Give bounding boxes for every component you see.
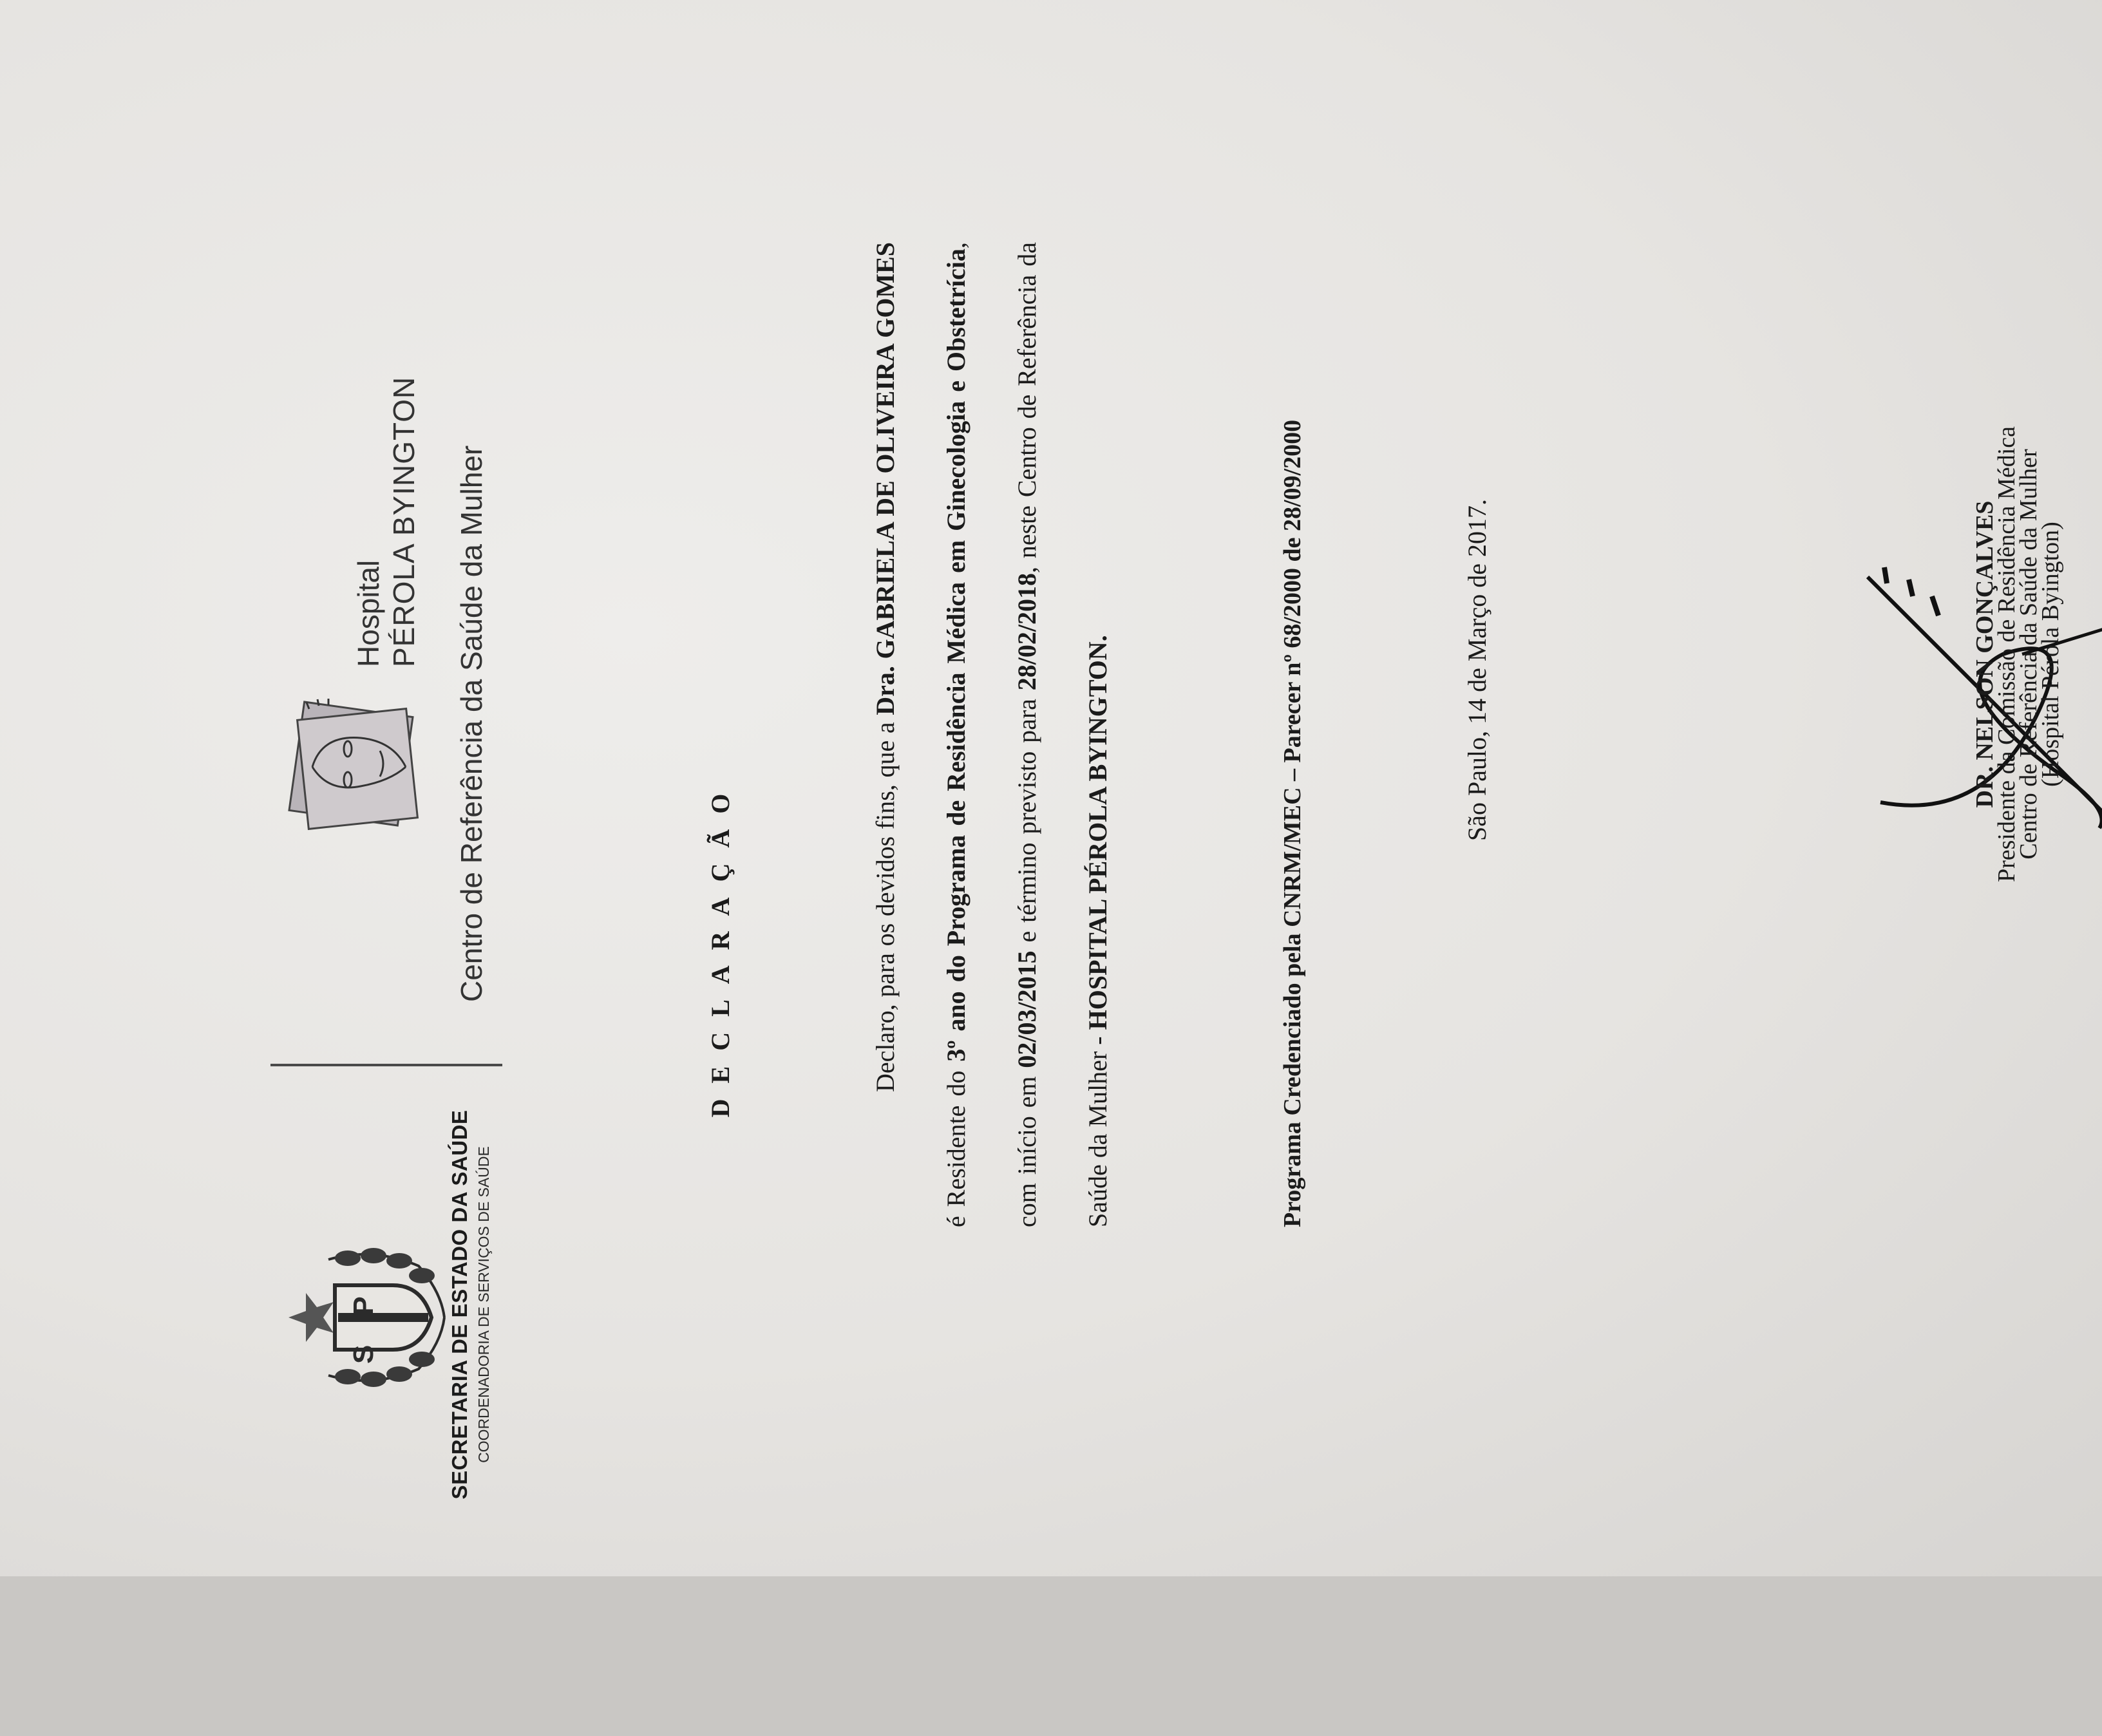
paragraph-bold-run: 3º ano do Programa de Residência Médica em Ginecologia e Obstetrícia [942, 249, 971, 1062]
paragraph-run: e término previsto para [1012, 690, 1041, 951]
header-divider [270, 1064, 502, 1066]
program-credential: Programa Credenciado pela CNRM/MEC – Parecer nº 68/2000 de 28/09/2000 [1279, 419, 1306, 1227]
paragraph-bold-run: 28/02/2018 [1012, 573, 1041, 691]
signatory-name: DR. NELSON GONÇALVES [1971, 500, 1998, 808]
hospital-face-logo [283, 690, 431, 838]
signatory-institution: Centro de Referência da Saúde da Mulher [2015, 449, 2042, 860]
document-title: DECLARAÇÃO [706, 778, 735, 1118]
paragraph-run: é Residente do [942, 1061, 971, 1227]
hospital-word: Hospital [352, 560, 385, 667]
paragraph-bold-run: Dra. GABRIELA DE OLIVEIRA GOMES [871, 241, 900, 715]
paragraph-bold-run: HOSPITAL PÉROLA BYINGTON. [1083, 635, 1112, 1030]
seal-letters: SP [348, 1267, 379, 1364]
signature-block [1971, 300, 2064, 1008]
declaration-paragraph [850, 242, 1133, 1227]
paragraph-run: , com início em [942, 242, 1041, 1227]
signatory-role: Presidente da Comissão de Residência Médica [1993, 426, 2020, 883]
document-page [155, 160, 2102, 1736]
secretaria-title: SECRETARIA DE ESTADO DA SAÚDE [448, 1109, 471, 1500]
paragraph-run: Declaro, para os devidos fins, que a [871, 715, 900, 1092]
signatory-hospital: (Hospital Pérola Byington) [2037, 522, 2064, 787]
secretaria-subtitle: COORDENADORIA DE SERVIÇOS DE SAÚDE [475, 1146, 492, 1463]
hospital-name: PÉROLA BYINGTON [387, 376, 421, 667]
paragraph-run: , neste Centro de Referência da Saúde da Mulher - [1012, 241, 1112, 1227]
paragraph-bold-run: 02/03/2015 [1012, 950, 1041, 1068]
hospital-center-name: Centro de Referência da Saúde da Mulher [455, 445, 488, 1002]
place-and-date: São Paulo, 14 de Março de 2017. [1463, 498, 1491, 841]
